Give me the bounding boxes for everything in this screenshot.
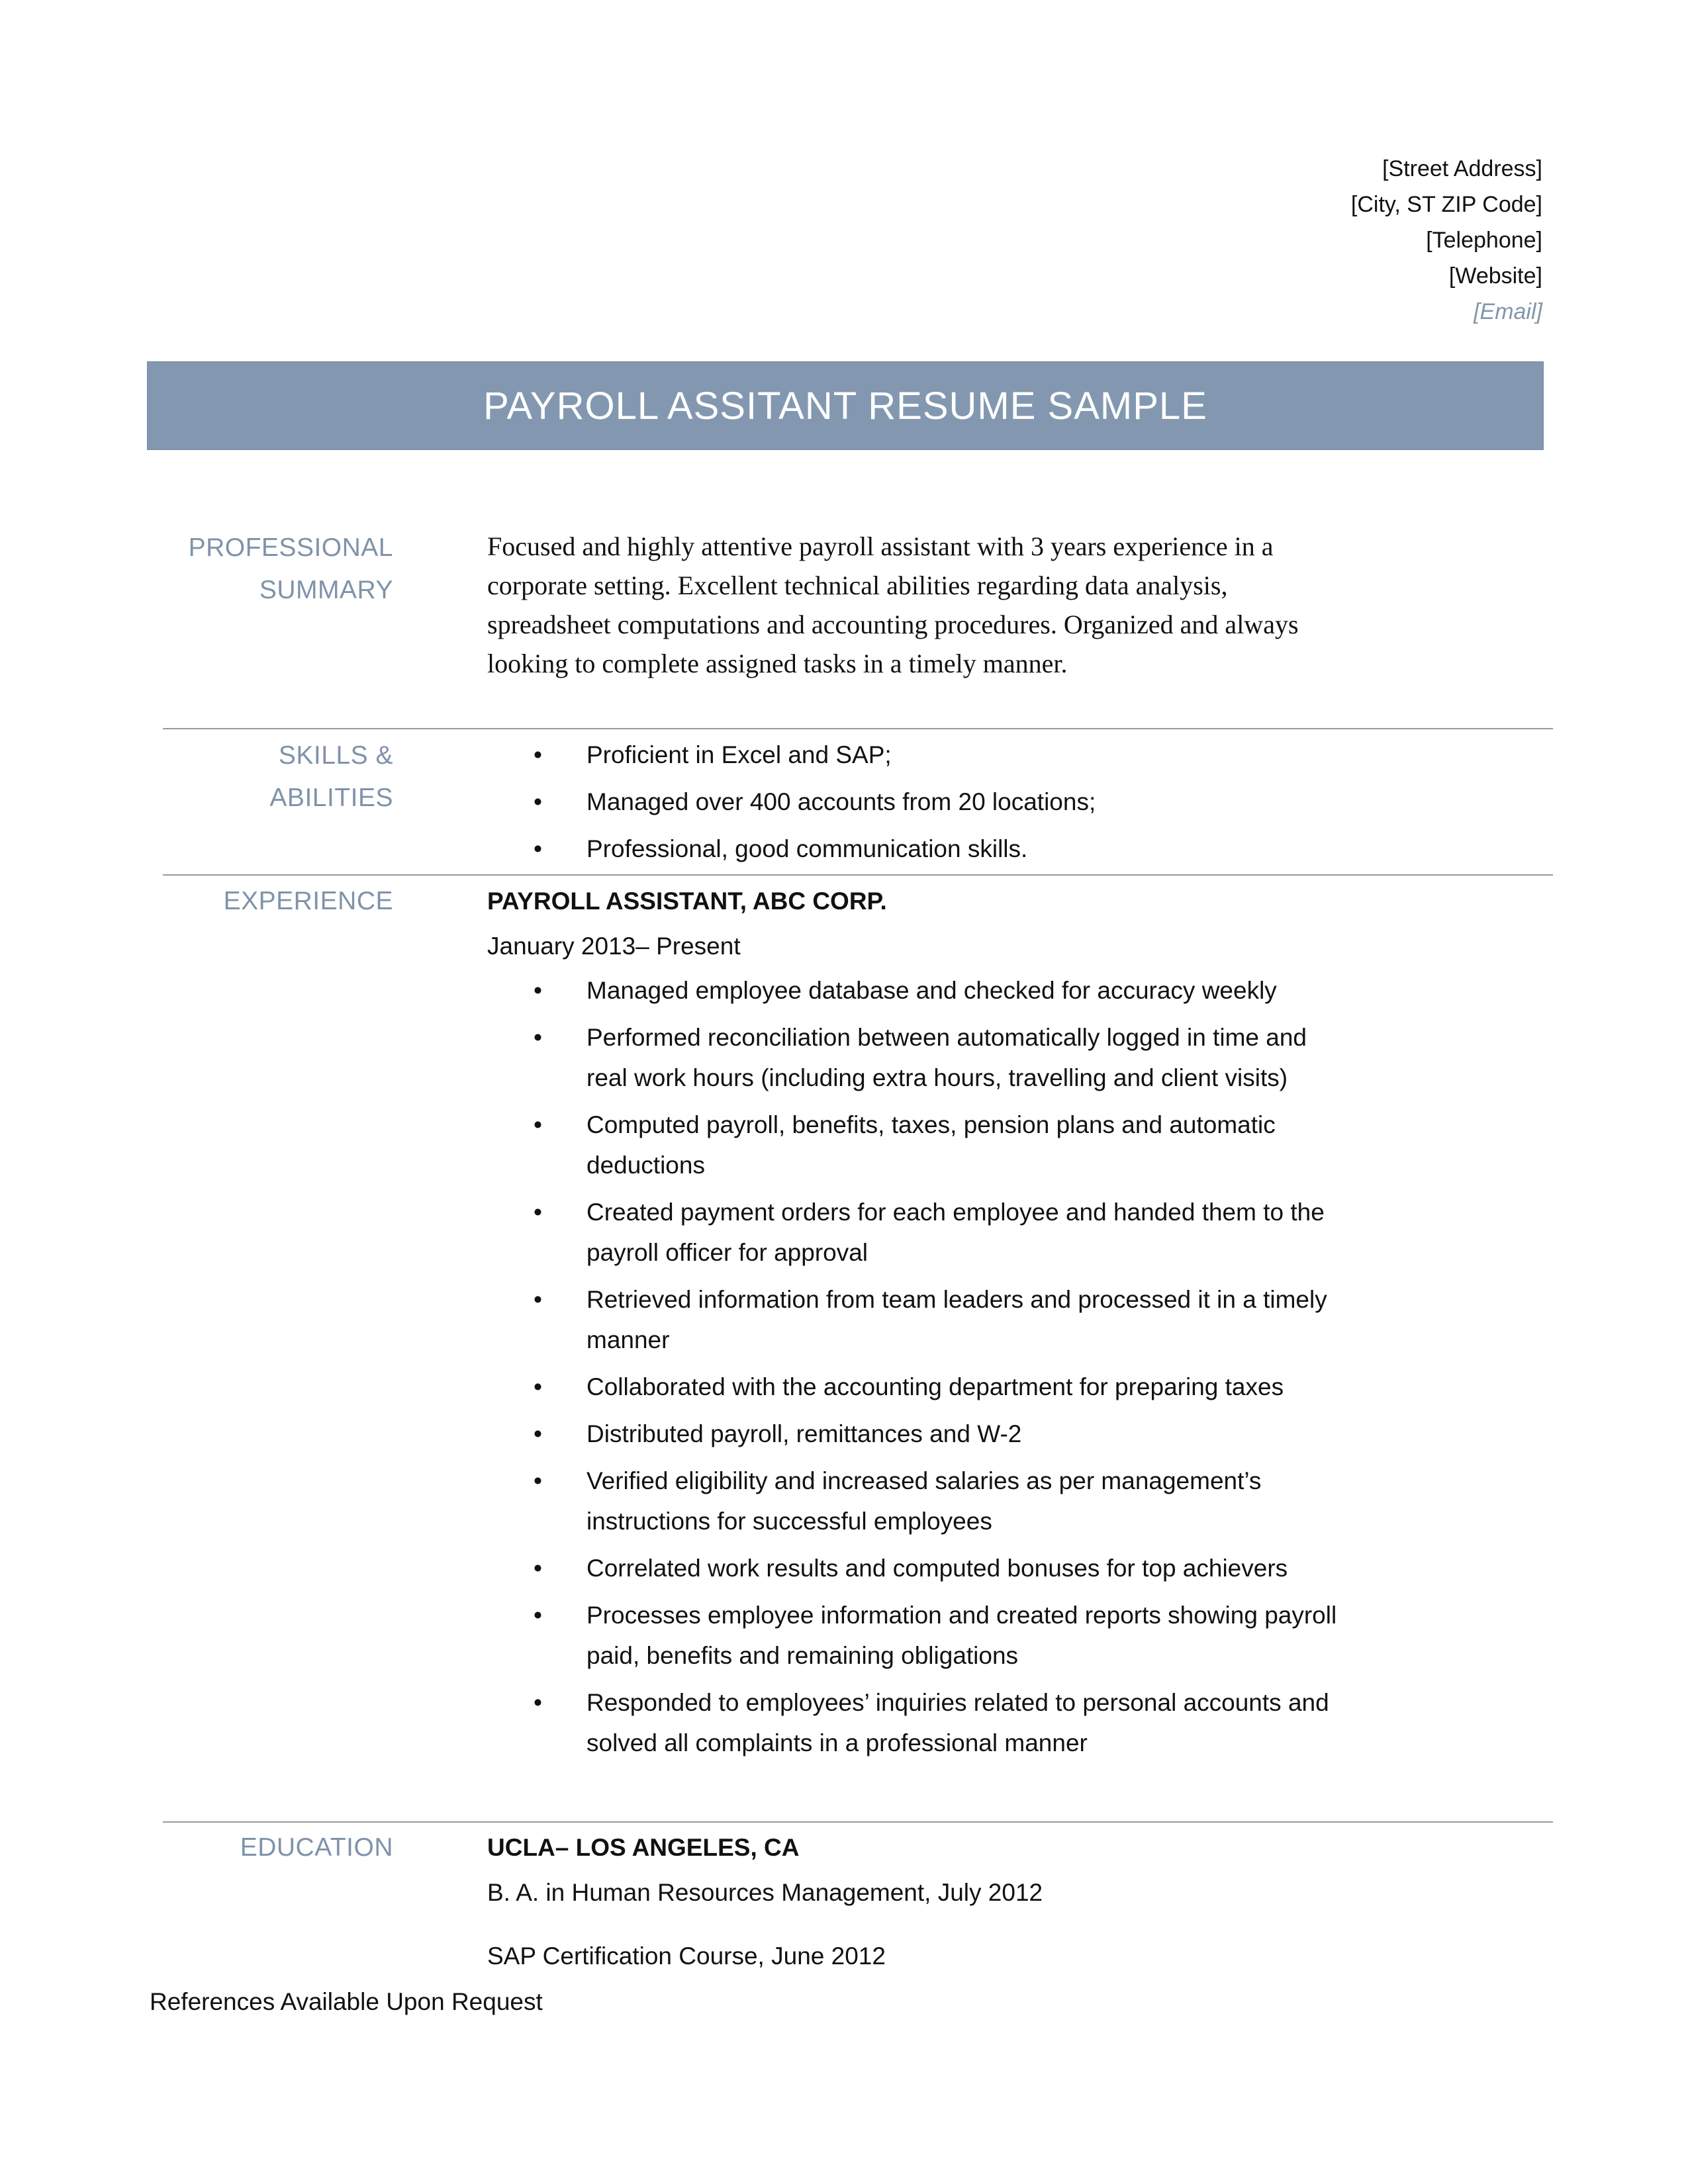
bullet-icon: • bbox=[534, 977, 542, 1004]
experience-text: Verified eligibility and increased salaries as per management’s instructions for successful employees bbox=[586, 1467, 1262, 1535]
skill-item bbox=[487, 829, 1348, 869]
skill-item bbox=[487, 782, 1348, 822]
experience-text: Collaborated with the accounting department for preparing taxes bbox=[586, 1373, 1284, 1400]
experience-item bbox=[487, 1595, 1348, 1676]
skill-text: Professional, good communication skills. bbox=[586, 835, 1028, 862]
experience-text: Created payment orders for each employee and handed them to the payroll officer for approval bbox=[586, 1199, 1325, 1266]
experience-text: Managed employee database and checked for accuracy weekly bbox=[586, 977, 1277, 1004]
email-link[interactable]: [Email] bbox=[1474, 299, 1542, 324]
experience-text: Performed reconciliation between automatically logged in time and real work hours (including extra hours, travelling and client visits) bbox=[586, 1024, 1307, 1091]
education-body bbox=[487, 1827, 1500, 1980]
experience-item bbox=[487, 1414, 1348, 1454]
bullet-icon: • bbox=[534, 1373, 542, 1400]
experience-item bbox=[487, 1017, 1348, 1098]
bullet-icon: • bbox=[534, 1689, 542, 1716]
job-dates: January 2013– Present bbox=[487, 933, 741, 960]
experience-item bbox=[487, 970, 1348, 1011]
education-label: EDUCATION bbox=[240, 1833, 393, 1862]
summary-text: Focused and highly attentive payroll assistant with 3 years experience in a corporate setting. Excellent technical abilities regarding data analysis, spreadsheet computations and accounting procedures. Organized and always looking to complete assigned tasks in a timely manner. bbox=[487, 531, 1299, 678]
summary-label bbox=[163, 527, 393, 612]
bullet-icon: • bbox=[534, 1199, 542, 1226]
bullet-icon: • bbox=[534, 1111, 542, 1138]
street-address: [Street Address] bbox=[1382, 156, 1542, 181]
experience-text: Correlated work results and computed bonuses for top achievers bbox=[586, 1555, 1288, 1582]
section-divider bbox=[163, 874, 1553, 876]
school-name: UCLA– LOS ANGELES, CA bbox=[487, 1834, 800, 1861]
experience-text: Distributed payroll, remittances and W-2 bbox=[586, 1420, 1022, 1447]
city-state-zip: [City, ST ZIP Code] bbox=[1350, 192, 1542, 217]
document-title: PAYROLL ASSITANT RESUME SAMPLE bbox=[483, 384, 1207, 428]
experience-item bbox=[487, 1105, 1348, 1185]
experience-text: Retrieved information from team leaders and processed it in a timely manner bbox=[586, 1286, 1327, 1353]
experience-text: Computed payroll, benefits, taxes, pension plans and automatic deductions bbox=[586, 1111, 1276, 1179]
degree: B. A. in Human Resources Management, July 2012 bbox=[487, 1879, 1043, 1906]
experience-label: EXPERIENCE bbox=[223, 887, 393, 915]
experience-item bbox=[487, 1367, 1348, 1407]
bullet-icon: • bbox=[534, 1467, 542, 1494]
certification: SAP Certification Course, June 2012 bbox=[487, 1942, 886, 1970]
skills-body bbox=[487, 735, 1500, 876]
skills-label: SKILLS & ABILITIES bbox=[269, 741, 393, 812]
skill-item bbox=[487, 735, 1348, 775]
summary-label-line1: PROFESSIONAL bbox=[188, 533, 393, 562]
skill-text: Managed over 400 accounts from 20 locations; bbox=[586, 788, 1096, 815]
bullet-icon: • bbox=[534, 1420, 542, 1447]
experience-item bbox=[487, 1682, 1348, 1763]
experience-item bbox=[487, 1192, 1348, 1273]
job-title: PAYROLL ASSISTANT, ABC CORP. bbox=[487, 887, 887, 915]
bullet-icon: • bbox=[534, 835, 542, 862]
bullet-icon: • bbox=[534, 1555, 542, 1582]
bullet-icon: • bbox=[534, 1602, 542, 1629]
bullet-icon: • bbox=[534, 788, 542, 815]
skill-text: Proficient in Excel and SAP; bbox=[586, 741, 892, 768]
contact-block bbox=[1351, 151, 1542, 330]
summary-label-line2: SUMMARY bbox=[259, 576, 393, 604]
experience-text: Processes employee information and created reports showing payroll paid, benefits and remaining obligations bbox=[586, 1602, 1337, 1669]
bullet-icon: • bbox=[534, 741, 542, 768]
references-note: References Available Upon Request bbox=[150, 1988, 543, 2015]
experience-item bbox=[487, 1279, 1348, 1360]
website: [Website] bbox=[1448, 263, 1542, 289]
skills-list bbox=[487, 735, 1500, 869]
section-divider bbox=[163, 1821, 1553, 1823]
experience-list bbox=[487, 970, 1500, 1763]
section-divider bbox=[163, 728, 1553, 729]
telephone: [Telephone] bbox=[1426, 228, 1542, 253]
experience-item bbox=[487, 1548, 1348, 1588]
experience-item bbox=[487, 1461, 1348, 1541]
experience-body bbox=[487, 880, 1500, 1770]
experience-text: Responded to employees’ inquiries related to personal accounts and solved all complaints in a professional manner bbox=[586, 1689, 1329, 1756]
bullet-icon: • bbox=[534, 1024, 542, 1051]
bullet-icon: • bbox=[534, 1286, 542, 1313]
title-banner bbox=[147, 361, 1544, 450]
